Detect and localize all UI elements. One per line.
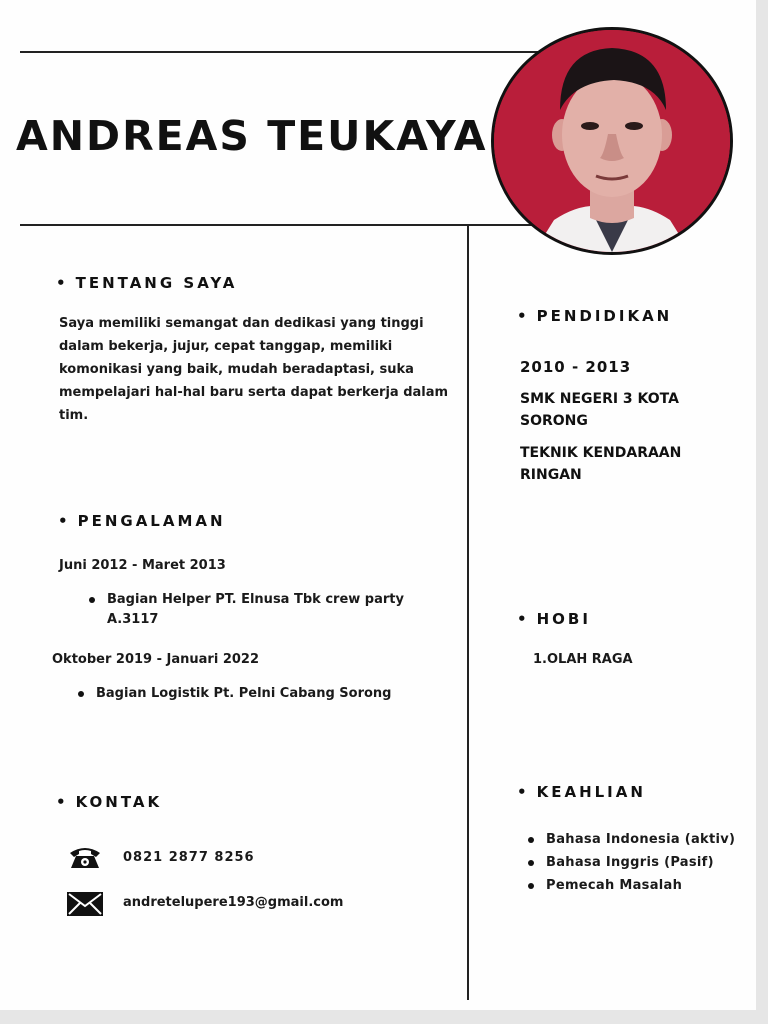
column-divider — [467, 225, 469, 1000]
experience-role-1: Bagian Helper PT. Elnusa Tbk crew party A.3117 — [107, 590, 417, 630]
hobby-title-label: HOBI — [536, 610, 591, 628]
experience-section-title: • PENGALAMAN — [58, 512, 226, 530]
candidate-name: ANDREAS TEUKAYA — [16, 112, 488, 160]
hobby-item-1 — [533, 648, 633, 671]
contact-section-title: • KONTAK — [56, 793, 163, 811]
profile-photo — [491, 27, 733, 255]
skill-item-1: Bahasa Indonesia (aktiv) — [546, 830, 735, 850]
experience-period-2: Oktober 2019 - Januari 2022 — [52, 652, 259, 667]
hobby-item-label: OLAH RAGA — [546, 652, 633, 667]
hobby-section-title: • HOBI — [517, 610, 591, 628]
about-title-label: TENTANG SAYA — [75, 274, 238, 292]
contact-email[interactable]: andretelupere193@gmail.com — [123, 895, 344, 910]
profile-portrait-image — [494, 30, 730, 252]
header-bottom-rule — [20, 224, 540, 226]
education-title-label: PENDIDIKAN — [536, 307, 673, 325]
education-years: 2010 - 2013 — [520, 358, 632, 376]
about-section-title: • TENTANG SAYA — [56, 274, 238, 292]
experience-title-label: PENGALAMAN — [77, 512, 226, 530]
skill-item-3: Pemecah Masalah — [546, 876, 682, 896]
education-school: SMK NEGERI 3 KOTA SORONG — [520, 391, 679, 429]
envelope-icon — [67, 892, 103, 916]
education-section-title: • PENDIDIKAN — [517, 307, 673, 325]
telephone-icon — [68, 844, 102, 870]
contact-title-label: KONTAK — [75, 793, 163, 811]
skills-title-label: KEAHLIAN — [536, 783, 646, 801]
experience-role-2: Bagian Logistik Pt. Pelni Cabang Sorong — [96, 684, 436, 704]
header-top-rule — [20, 51, 540, 53]
hobby-item-number: 1. — [533, 652, 547, 667]
skills-section-title: • KEAHLIAN — [517, 783, 646, 801]
experience-period-1: Juni 2012 - Maret 2013 — [59, 558, 226, 573]
about-text: Saya memiliki semangat dan dedikasi yang tinggi dalam bekerja, jujur, cepat tanggap, memiliki komonikasi yang baik, mudah beradaptasi, suka mempelajari hal-hal baru serta dapat berkerja dalam tim. — [59, 316, 449, 423]
education-major: TEKNIK KENDARAAN RINGAN — [520, 445, 682, 483]
contact-phone: 0821 2877 8256 — [123, 850, 255, 865]
skill-item-2: Bahasa Inggris (Pasif) — [546, 853, 714, 873]
